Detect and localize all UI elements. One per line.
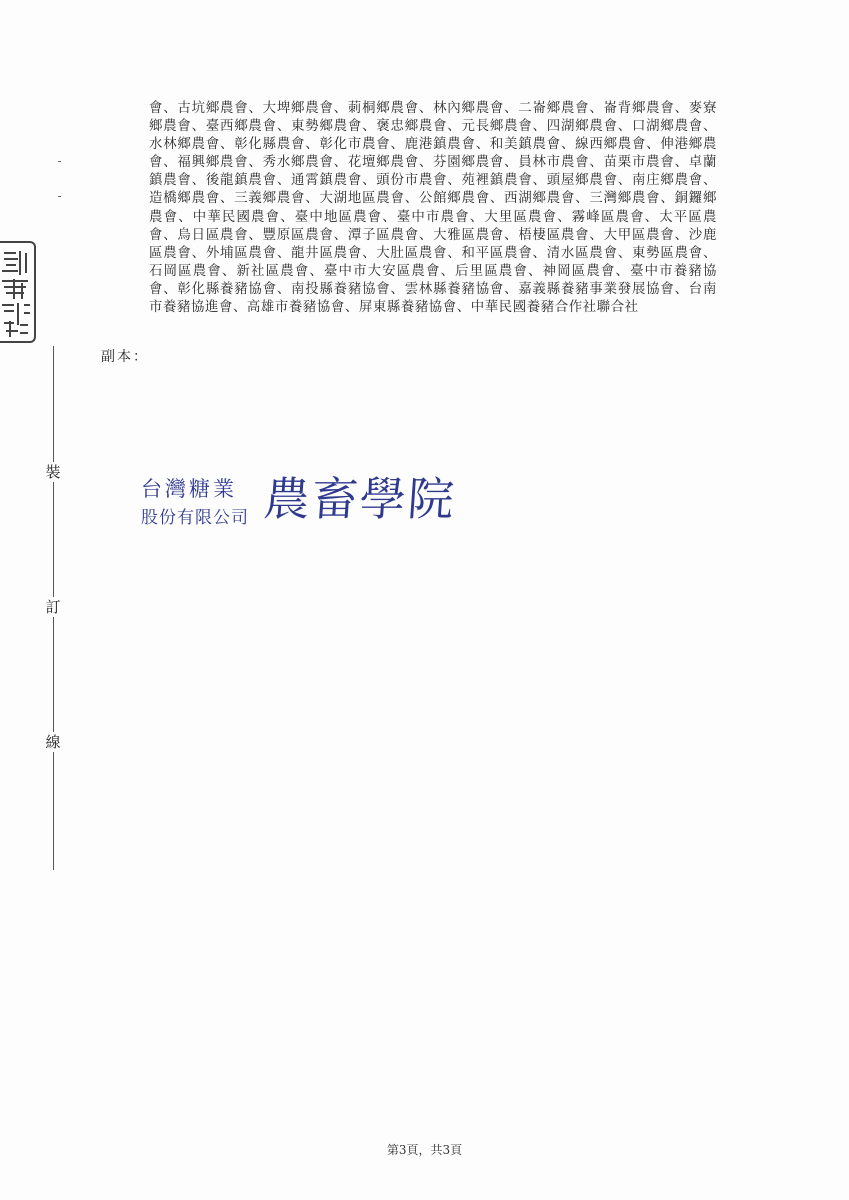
binding-char-xian: 線 [41, 732, 65, 752]
company-seal-stamp [0, 241, 36, 343]
cc-label: 副本： [101, 349, 149, 365]
recipient-list: 會、古坑鄉農會、大埤鄉農會、莿桐鄉農會、林內鄉農會、二崙鄉農會、崙背鄉農會、麥寮鄉農會、臺西鄉農會、東勢鄉農會、褒忠鄉農會、元長鄉農會、四湖鄉農會、口湖鄉農會、水林鄉農會、彰化縣農會、彰化市農會、鹿港鎮農會、和美鎮農會、線西鄉農會、伸港鄉農會、福興鄉農會、秀水鄉農會、花壇鄉農會、芬園鄉農會、員林市農會、苗栗市農會、卓蘭鎮農會、後龍鎮農會、通霄鎮農會、頭份市農會、苑裡鎮農會、頭屋鄉農會、南庄鄉農會、造橋鄉農會、三義鄉農會、大湖地區農會、公館鄉農會、西湖鄉農會、三灣鄉農會、銅鑼鄉農會、中華民國農會、臺中地區農會、臺中市農會、大里區農會、霧峰區農會、太平區農會、烏日區農會、豐原區農會、潭子區農會、大雅區農會、梧棲區農會、大甲區農會、沙鹿區農會、外埔區農會、龍井區農會、大肚區農會、和平區農會、清水區農會、東勢區農會、石岡區農會、新社區農會、臺中市大安區農會、后里區農會、神岡區農會、臺中市養豬協會、彰化縣養豬協會、南投縣養豬協會、雲林縣養豬協會、嘉義縣養豬事業發展協會、台南市養豬協進會、高雄市養豬協會、屏東縣養豬協會、中華民國養豬合作社聯合社 [149, 101, 717, 316]
org-stamp-line2: 股份有限公司 [141, 508, 249, 528]
binding-char-zhuang: 裝 [41, 462, 65, 482]
organization-stamp [141, 463, 458, 543]
page-footer: 第3頁，共3頁 [386, 1143, 463, 1157]
margin-tick [58, 196, 61, 197]
org-stamp-line1: 台灣糖業 [141, 477, 237, 501]
org-stamp-name: 農畜學院 [261, 472, 458, 526]
margin-tick [58, 161, 61, 162]
binding-char-ding: 訂 [41, 597, 65, 617]
